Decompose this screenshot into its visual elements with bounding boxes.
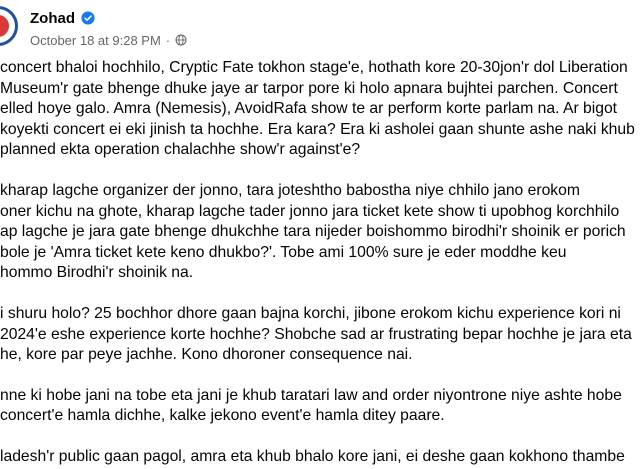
globe-icon[interactable] — [175, 34, 187, 46]
text-line: i shuru holo? 25 bochhor dhore gaan bajna korchi, jibone erokom kichu experience kori ni — [0, 304, 621, 322]
post-paragraph-2 — [0, 181, 640, 284]
text-line: 2024'e eshe experience korte hochhe? Shobche sad ar frustrating bepar hochhe je jara eta — [0, 325, 632, 343]
verified-badge-icon — [81, 11, 95, 25]
paragraph-gap — [0, 284, 640, 304]
avatar-image — [0, 13, 11, 39]
post-header — [0, 0, 640, 60]
text-line: hommo Birodhi'r shoinik na. — [0, 264, 194, 282]
text-line: concert bhaloi hochhilo, Cryptic Fate tokhon stage'e, hothath kore 20-30jon'r dol Liberation — [0, 59, 628, 76]
text-line: nne ki hobe jani na tobe eta jani je khub taratari law and order niyontrone niye ashte hobe — [0, 386, 622, 404]
author-name[interactable]: Zohad — [30, 9, 75, 27]
text-line: he, kore par peye jachhe. Kono dhoroner consequence nai. — [0, 346, 413, 364]
text-line: concert'e hamla dichhe, kalke jekono event'e hamla ditey paare. — [0, 407, 445, 425]
text-line: ladesh'r public gaan pagol, amra eta khub bhalo kore jani, ei deshe gaan kokhono thambe — [0, 447, 625, 465]
post-paragraph-3 — [0, 304, 640, 366]
text-line: bole je 'Amra ticket kete keno dhukbo?'. Tobe ami 100% sure je eder moddhe keu — [0, 243, 567, 261]
avatar[interactable] — [0, 6, 18, 46]
post-timestamp[interactable]: October 18 at 9:28 PM — [30, 32, 161, 48]
paragraph-gap — [0, 366, 640, 386]
text-line: elled hoye galo. Amra (Nemesis), AvoidRafa show te ar perform korte parlam na. Ar bigot — [0, 100, 618, 118]
author-row — [30, 7, 95, 29]
post-paragraph-4 — [0, 386, 640, 427]
meta-separator: · — [165, 32, 171, 48]
text-line: oner kichu na ghote, kharap lagche tader jonno jara ticket kete show ti upobhog korchhilo — [0, 202, 620, 220]
post-paragraph-1 — [0, 58, 640, 161]
text-line: ap lagche je jara gate bhenge dhukchhe tara nijeder boishommo birodhi'r shoinik er porich — [0, 223, 626, 241]
post-paragraph-5 — [0, 447, 640, 468]
post-meta — [30, 31, 187, 49]
text-line: kharap lagche organizer der jonno, tara joteshtho babostha niye chhilo jano erokom — [0, 181, 580, 199]
post-body — [0, 58, 640, 468]
text-line: koyekti concert ei eki jinish ta hochhe. Era kara? Era ki asholei gaan shunte ashe naki khub — [0, 120, 635, 138]
paragraph-gap — [0, 427, 640, 447]
text-line: Museum'r gate bhenge dhuke jaye ar tarpor pore ki holo apnara bujhtei parchen. Concert — [0, 79, 618, 97]
text-line: planned ekta operation chalachhe show'r against'e? — [0, 141, 361, 159]
paragraph-gap — [0, 161, 640, 181]
